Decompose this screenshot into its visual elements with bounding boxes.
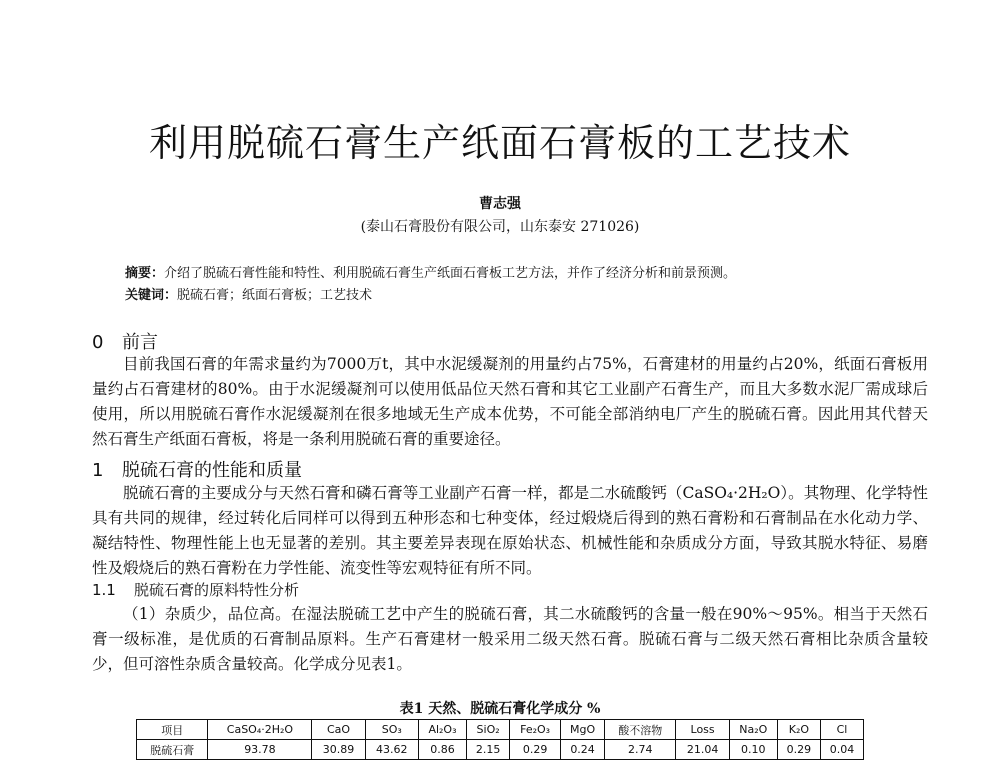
section-number: 0 [92, 332, 104, 353]
table-header-cell: CaO [312, 720, 365, 740]
table-header-cell: Loss [676, 720, 729, 740]
table-header-cell: MgO [561, 720, 605, 740]
table-header-cell: CaSO₄·2H₂O [208, 720, 312, 740]
table-header-cell: SiO₂ [467, 720, 510, 740]
subsection-number: 1.1 [92, 581, 116, 599]
table-cell: 93.78 [208, 740, 312, 760]
abstract [125, 262, 885, 281]
subsection-paragraph: （1）杂质少，品位高。在湿法脱硫工艺中产生的脱硫石膏，其二水硫酸钙的含量一般在90%～95%。相当于天然石膏一级标准，是优质的石膏制品原料。生产石膏建材一般采用二级天然石膏。脱硫石膏与二级天然石膏相比杂质含量较少，但可溶性杂质含量较高。化学成分见表1。 [92, 605, 928, 673]
table-cell: 0.24 [561, 740, 605, 760]
section-paragraph-0: 目前我国石膏的年需求量约为7000万t，其中水泥缓凝剂的用量约占75%，石膏建材的用量约占20%，纸面石膏板用量约占石膏建材的80%。由于水泥缓凝剂可以使用低品位天然石膏和其它工业副产石膏生产，而且大多数水泥厂需成球后使用，所以用脱硫石膏作水泥缓凝剂在很多地域无生产成本优势，不可能全部消纳电厂产生的脱硫石膏。因此用其代替天然石膏生产纸面石膏板，将是一条利用脱硫石膏的重要途径。 [92, 355, 928, 448]
section-heading-1 [92, 456, 302, 482]
paper-title: 利用脱硫石膏生产纸面石膏板的工艺技术 [148, 121, 851, 165]
table-cell: 0.29 [777, 740, 820, 760]
table-header-cell: 酸不溶物 [605, 720, 676, 740]
section-title: 前言 [122, 332, 158, 353]
table-cell: 43.62 [365, 740, 418, 760]
table-cell: 0.10 [729, 740, 777, 760]
keywords-label: 关键词： [125, 288, 178, 303]
table-header-cell: 项目 [137, 720, 208, 740]
table-cell: 2.15 [467, 740, 510, 760]
section-number: 1 [92, 460, 104, 481]
table-header-row [137, 720, 864, 740]
composition-table [136, 719, 864, 760]
table-header-cell: Na₂O [729, 720, 777, 740]
table-row [137, 740, 864, 760]
abstract-label: 摘要： [125, 266, 165, 281]
table-cell: 脱硫石膏 [137, 740, 208, 760]
table-cell: 0.29 [510, 740, 561, 760]
section-paragraph-1: 脱硫石膏的主要成分与天然石膏和磷石膏等工业副产石膏一样，都是二水硫酸钙（CaSO₄·2H₂O）。其物理、化学特性具有共同的规律，经过转化后同样可以得到五种形态和七种变体，经过煅烧后得到的熟石膏粉和石膏制品在水化动力学、凝结特性、物理性能上也无显著的差别。其主要差异表现在原始状态、机械性能和杂质成分方面，导致其脱水特征、易磨性及煅烧后的熟石膏粉在力学性能、流变性等宏观特征有所不同。 [92, 484, 928, 577]
abstract-text: 介绍了脱硫石膏性能和特性、利用脱硫石膏生产纸面石膏板工艺方法，并作了经济分析和前景预测。 [164, 266, 737, 281]
table-cell: 2.74 [605, 740, 676, 760]
section-heading-0 [92, 328, 158, 354]
author-affiliation: (泰山石膏股份有限公司，山东泰安 271026) [360, 219, 640, 235]
table-caption: 表1 天然、脱硫石膏化学成分 % [399, 701, 601, 717]
table-header-cell: Fe₂O₃ [510, 720, 561, 740]
author-name: 曹志强 [479, 196, 521, 212]
table-header-cell: K₂O [777, 720, 820, 740]
keywords [125, 284, 885, 303]
keywords-text: 脱硫石膏；纸面石膏板；工艺技术 [177, 288, 373, 303]
table-cell: 30.89 [312, 740, 365, 760]
table-cell: 0.04 [820, 740, 863, 760]
section-title: 脱硫石膏的性能和质量 [122, 460, 302, 481]
table-cell: 0.86 [418, 740, 466, 760]
table-header-cell: Al₂O₃ [418, 720, 466, 740]
table-header-cell: Cl [820, 720, 863, 740]
subsection-title: 脱硫石膏的原料特性分析 [134, 581, 300, 599]
subsection-heading [92, 579, 299, 600]
table-cell: 21.04 [676, 740, 729, 760]
table-header-cell: SO₃ [365, 720, 418, 740]
